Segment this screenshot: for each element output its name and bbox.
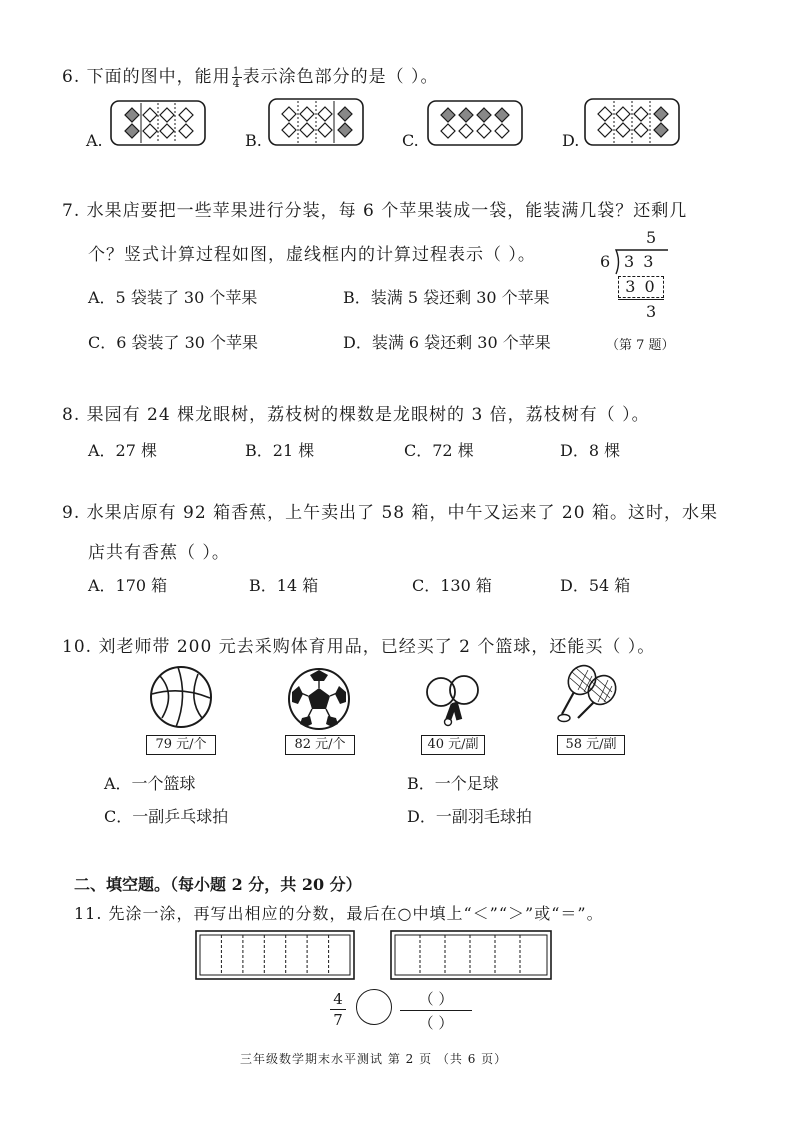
section-2-title: 二、填空题。（每小题 2 分，共 20 分） xyxy=(74,875,362,894)
basketball-price-tag: 79 元/个 xyxy=(146,735,216,755)
page-footer: 三年级数学期末水平测试 第 2 页 （共 6 页） xyxy=(240,1052,508,1066)
q11-fraction-bar-right[interactable] xyxy=(390,930,552,980)
badminton-price-tag: 58 元/副 xyxy=(557,735,625,755)
q10-option-b[interactable]: B．一个足球 xyxy=(407,774,499,793)
q11-fraction-bar-left[interactable] xyxy=(195,930,355,980)
q7-stem-line2: 个？竖式计算过程如图，虚线框内的计算过程表示（ ）。 xyxy=(88,245,536,265)
q6-frac-num: 1 xyxy=(232,65,241,78)
q6-figure-c[interactable] xyxy=(427,100,523,146)
q10-option-a[interactable]: A．一个篮球 xyxy=(104,774,196,793)
q11-given-den: 7 xyxy=(333,1011,343,1029)
q7-remainder: 3 xyxy=(646,302,657,321)
q6-text-after: 表示涂色部分的是（ ）。 xyxy=(242,67,439,87)
q11-answer-den-blank[interactable]: （ ） xyxy=(418,1014,454,1032)
q8-stem: 8. 果园有 24 棵龙眼树，荔枝树的棵数是龙眼树的 3 倍，荔枝树有（ ）。 xyxy=(62,405,650,425)
q7-figure-caption: （第 7 题） xyxy=(606,338,675,353)
q9-option-d[interactable]: D．54 箱 xyxy=(560,576,631,595)
ping-pong-paddle-icon xyxy=(424,672,484,730)
q6-stem xyxy=(62,62,439,89)
q7-option-a[interactable]: A．5 袋装了 30 个苹果 xyxy=(88,288,258,307)
q6-figure-d[interactable] xyxy=(584,98,680,146)
q11-compare-circle[interactable] xyxy=(356,989,392,1025)
q7-divisor: 6 xyxy=(600,252,611,271)
q6-option-a-label[interactable]: A. xyxy=(86,131,103,150)
q7-option-c[interactable]: C．6 袋装了 30 个苹果 xyxy=(88,333,259,352)
q6-option-c-label[interactable]: C. xyxy=(402,131,419,150)
q9-stem-line2: 店共有香蕉（ ）。 xyxy=(88,543,230,563)
q7-option-b[interactable]: B．装满 5 袋还剩 30 个苹果 xyxy=(343,288,550,307)
q7-option-d[interactable]: D．装满 6 袋还剩 30 个苹果 xyxy=(343,333,551,352)
q6-text-before: 下面的图中，能用 xyxy=(86,67,231,87)
football-price-tag: 82 元/个 xyxy=(285,735,355,755)
q6-option-d-label[interactable]: D. xyxy=(562,131,580,150)
q8-option-d[interactable]: D．8 棵 xyxy=(560,441,621,460)
q11-given-num: 4 xyxy=(333,990,343,1008)
q11-answer-fraction[interactable] xyxy=(400,988,472,1033)
football-icon xyxy=(286,666,352,732)
q8-option-a[interactable]: A．27 棵 xyxy=(88,441,158,460)
basketball-icon xyxy=(148,664,214,730)
q9-option-b[interactable]: B．14 箱 xyxy=(249,576,319,595)
q6-figure-b[interactable] xyxy=(268,98,364,146)
q11-given-fraction-bar xyxy=(330,1009,346,1010)
q7-dashed-product-box: 3 0 xyxy=(618,276,664,298)
q11-given-fraction xyxy=(328,990,348,1029)
q6-number: 6. xyxy=(62,67,81,87)
q6-option-b-label[interactable]: B. xyxy=(245,131,262,150)
q6-figure-a[interactable] xyxy=(110,100,206,146)
q7-long-division xyxy=(598,228,678,328)
q9-stem-line1: 9. 水果店原有 92 箱香蕉，上午卖出了 58 箱，中午又运来了 20 箱。这时，水果 xyxy=(62,503,718,523)
q7-dividend: 3 3 xyxy=(624,252,656,271)
q7-division-line xyxy=(618,299,664,300)
q10-stem: 10. 刘老师带 200 元去采购体育用品，已经买了 2 个篮球，还能买（ ）。 xyxy=(62,637,656,657)
q6-frac-den: 4 xyxy=(232,77,241,90)
ping-pong-price-tag: 40 元/副 xyxy=(421,735,485,755)
q9-option-a[interactable]: A．170 箱 xyxy=(88,576,168,595)
q11-stem: 11. 先涂一涂，再写出相应的分数，最后在○中填上“＜”“＞”或“＝”。 xyxy=(74,904,604,923)
badminton-racket-icon xyxy=(554,662,624,728)
q11-answer-fraction-bar xyxy=(400,1010,472,1011)
q7-stem-line1: 7. 水果店要把一些苹果进行分装，每 6 个苹果装成一袋，能装满几袋？还剩几 xyxy=(62,201,688,221)
q11-answer-num-blank[interactable]: （ ） xyxy=(418,990,454,1008)
q10-option-c[interactable]: C．一副乒乓球拍 xyxy=(104,807,229,826)
q9-option-c[interactable]: C．130 箱 xyxy=(412,576,492,595)
q6-fraction xyxy=(232,66,242,89)
q8-option-c[interactable]: C．72 棵 xyxy=(404,441,474,460)
q10-option-d[interactable]: D．一副羽毛球拍 xyxy=(407,807,532,826)
q8-option-b[interactable]: B．21 棵 xyxy=(245,441,315,460)
q7-quotient: 5 xyxy=(646,228,657,247)
